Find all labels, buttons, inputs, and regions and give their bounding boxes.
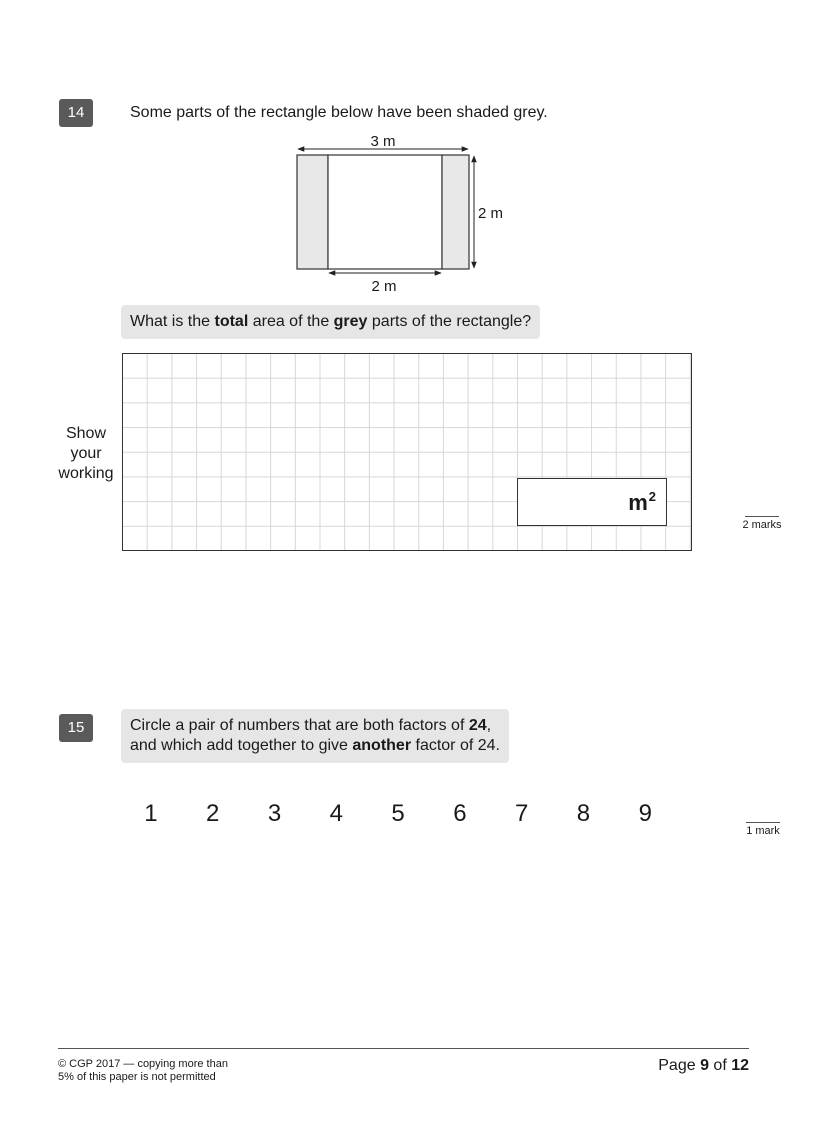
copyright-notice [58,1058,228,1084]
working-label-line: working [58,465,114,482]
unshaded-middle [328,155,442,269]
number-option-1[interactable]: 1 [144,800,158,827]
prompt-part: , [486,717,492,734]
question-14-prompt [121,305,540,339]
prompt-part: What is the [130,313,215,330]
marks-line [746,822,780,823]
page-mid: of [708,1057,732,1074]
prompt-part: and which add together to give [130,737,353,754]
right-dimension-label: 2 m [478,205,504,222]
number-option-5[interactable]: 5 [391,800,405,827]
question-15-number: 15 [59,714,93,742]
answer-unit [628,489,656,516]
shaded-strip-left [297,155,328,269]
page-current: 9 [700,1057,709,1074]
marks-text: 2 marks [742,519,782,531]
bottom-dimension-label: 2 m [371,278,397,295]
question-14-number: 14 [59,99,93,127]
page-number [658,1057,749,1075]
number-options [120,800,676,828]
number-option-4[interactable]: 4 [329,800,343,827]
prompt-part: parts of the rectangle? [367,313,532,330]
footer-divider [58,1048,749,1049]
page-prefix: Page [658,1057,701,1074]
unit-exponent: 2 [648,489,656,504]
marks-line [745,516,779,517]
marks-text: 1 mark [746,825,780,837]
shaded-strip-right [442,155,469,269]
question-15-marks [733,822,793,837]
question-14-intro: Some parts of the rectangle below have been shaded grey. [130,104,548,121]
working-label-line: Show [65,425,107,442]
number-option-7[interactable]: 7 [515,800,529,827]
prompt-emphasis-total: total [214,313,249,330]
show-working-label [56,424,116,484]
copyright-line: © CGP 2017 — copying more than [58,1058,228,1070]
top-dimension-label: 3 m [370,133,396,150]
page-total: 12 [731,1057,749,1074]
copyright-line: 5% of this paper is not permitted [58,1071,216,1083]
prompt-part: area of the [248,313,334,330]
prompt-line-2 [130,736,500,756]
prompt-emphasis-24: 24 [468,717,487,734]
number-option-8[interactable]: 8 [576,800,591,827]
prompt-emphasis-grey: grey [333,313,368,330]
prompt-line-1 [130,716,500,736]
question-14-marks [732,516,792,531]
number-option-9[interactable]: 9 [638,800,652,827]
number-option-3[interactable]: 3 [267,800,282,827]
unit-base: m [628,490,648,515]
question-15-prompt [121,709,509,763]
rectangle-diagram [250,128,520,298]
answer-box[interactable] [517,478,667,526]
number-option-2[interactable]: 2 [206,800,220,827]
prompt-part: factor of 24. [411,737,500,754]
working-label-line: your [70,445,102,462]
prompt-emphasis-another: another [352,737,412,754]
number-option-6[interactable]: 6 [453,800,467,827]
prompt-part: Circle a pair of numbers that are both factors of [130,717,469,734]
